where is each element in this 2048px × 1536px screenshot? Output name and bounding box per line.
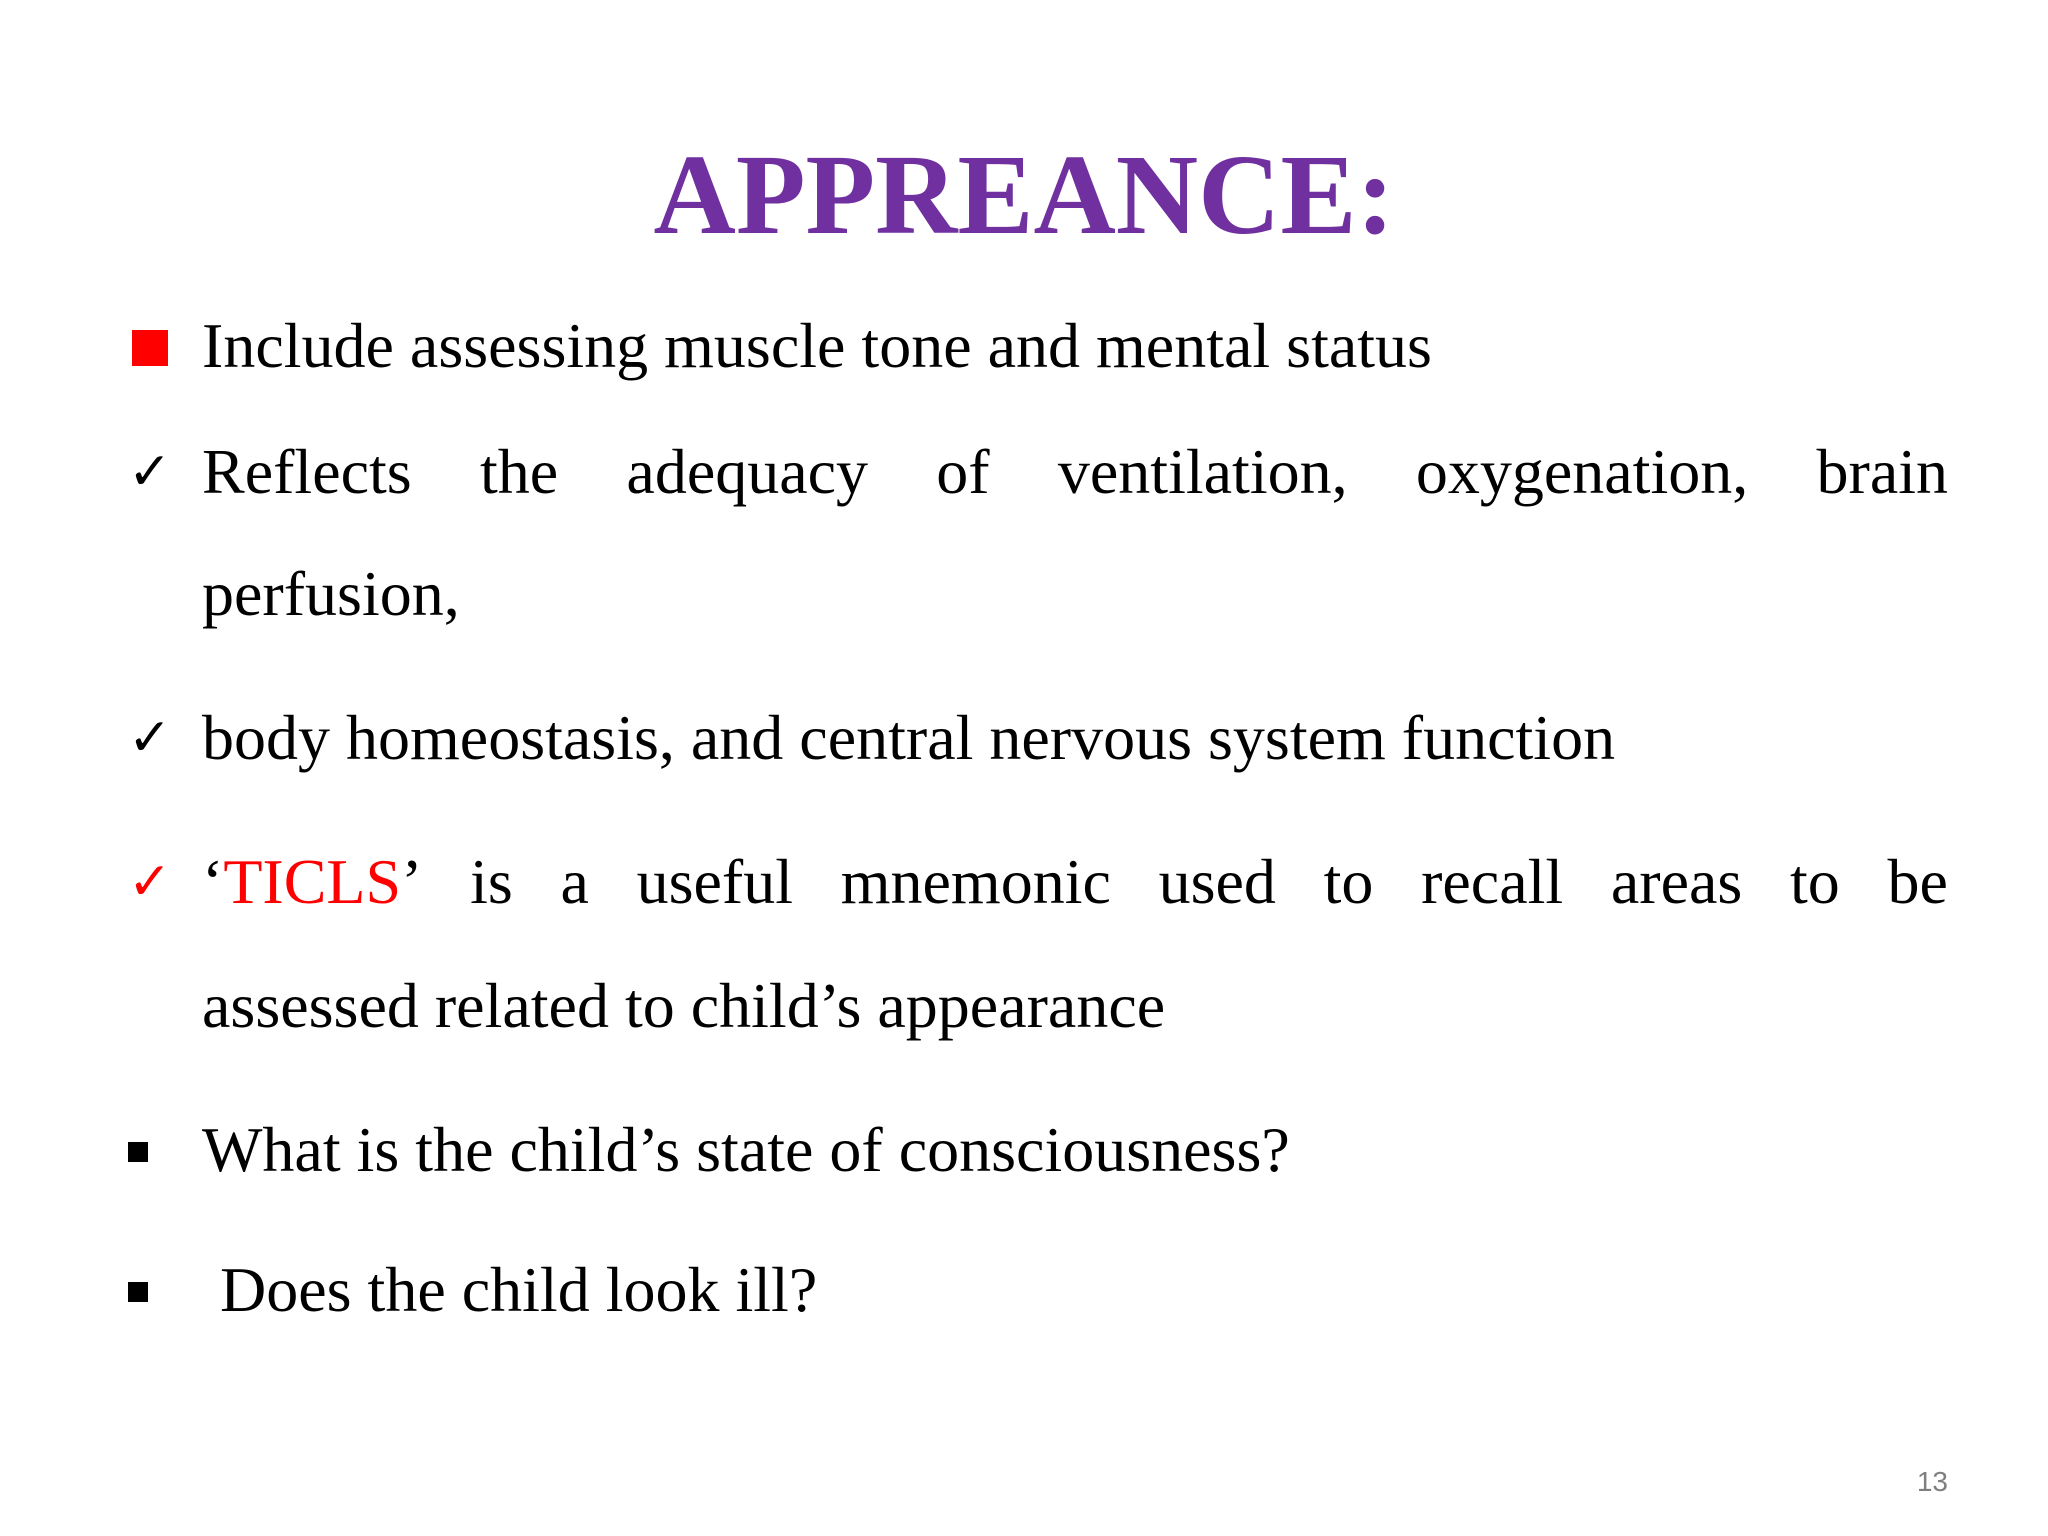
- word: useful: [636, 846, 794, 917]
- black-square-bullet-icon: [128, 1142, 148, 1162]
- page-number: 13: [1916, 1466, 1948, 1497]
- word: oxygenation,: [1415, 436, 1749, 507]
- checkmark-icon: ✓: [128, 708, 172, 768]
- bullet-text-5: [202, 1114, 1948, 1185]
- word: brain: [1816, 436, 1948, 507]
- slide-title: APPREANCE:: [653, 131, 1395, 258]
- quoted-mnemonic: [202, 846, 423, 917]
- black-square-bullet-icon: [128, 1282, 148, 1302]
- word: areas: [1610, 846, 1743, 917]
- word: of: [936, 436, 990, 507]
- bullet-text-2: [202, 436, 1948, 629]
- word: be: [1887, 846, 1948, 917]
- red-checkmark-icon: ✓: [128, 852, 172, 912]
- word: adequacy: [626, 436, 869, 507]
- bullet-2-line-1: [202, 436, 1948, 507]
- bullet-1-line: Include assessing muscle tone and mental status: [202, 310, 1432, 381]
- bullet-4-line-2: assessed related to child’s appearance: [202, 970, 1166, 1041]
- word: Reflects: [202, 436, 412, 507]
- bullet-5-line: What is the child’s state of consciousness?: [202, 1114, 1290, 1185]
- word: to: [1790, 846, 1840, 917]
- word: to: [1323, 846, 1374, 917]
- word: used: [1158, 846, 1276, 917]
- mnemonic-highlight: TICLS: [223, 846, 402, 917]
- bullet-text-1: [202, 310, 1948, 381]
- word: the: [479, 436, 559, 507]
- close-quote: ’: [401, 846, 423, 917]
- red-square-bullet-icon: [132, 330, 168, 366]
- open-quote: ‘: [202, 846, 224, 917]
- word: is: [470, 846, 513, 917]
- bullet-6-line: Does the child look ill?: [220, 1254, 818, 1325]
- word: ventilation,: [1057, 436, 1348, 507]
- bullet-4-line-1: [202, 846, 1948, 917]
- word: a: [560, 846, 589, 917]
- bullet-text-3: [202, 702, 1948, 773]
- bullet-2-line-2: perfusion,: [202, 558, 460, 629]
- word: recall: [1421, 846, 1564, 917]
- checkmark-icon: ✓: [128, 442, 172, 502]
- bullet-text-6: [220, 1254, 1966, 1325]
- bullet-text-4: [202, 846, 1948, 1041]
- word: mnemonic: [840, 846, 1111, 917]
- bullet-3-line: body homeostasis, and central nervous system function: [202, 702, 1616, 773]
